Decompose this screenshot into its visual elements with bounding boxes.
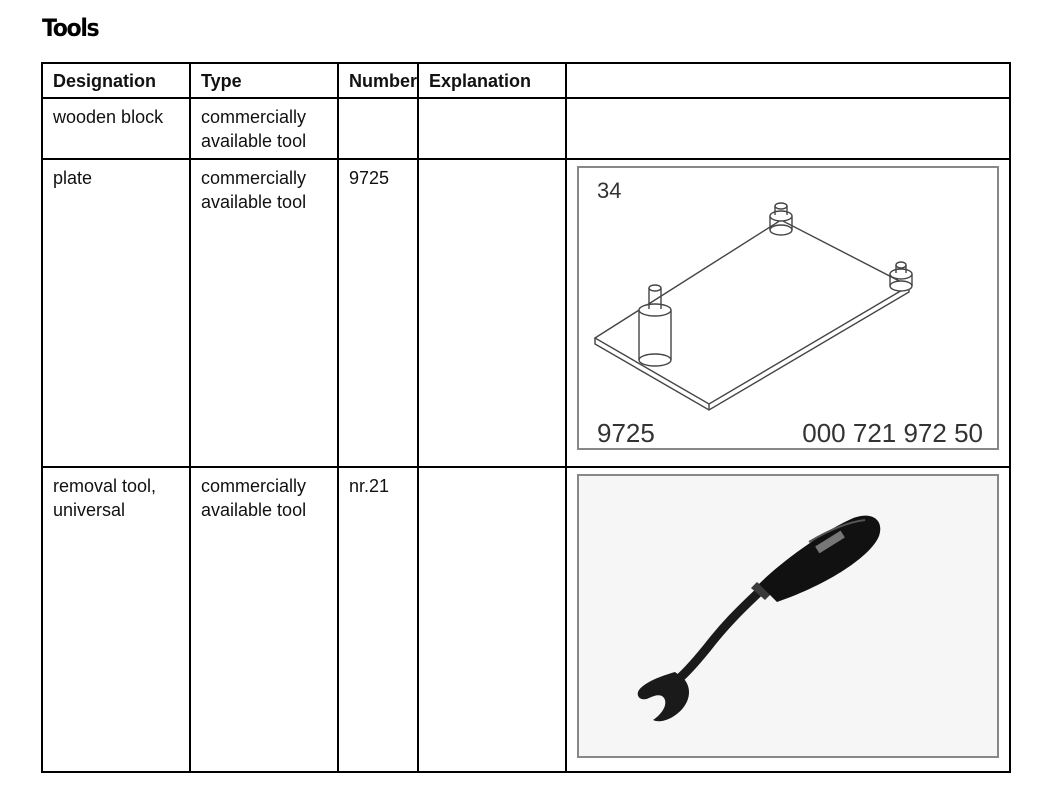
figure-reference: 34 xyxy=(597,178,622,203)
cell-number: 9725 xyxy=(338,159,418,467)
removal-tool-photo xyxy=(577,474,999,758)
cell-explanation xyxy=(418,98,566,159)
cell-explanation xyxy=(418,467,566,772)
plate-drawing-icon xyxy=(579,168,931,448)
header-number: Number xyxy=(338,63,418,98)
table-header-row xyxy=(42,63,1010,98)
cell-image xyxy=(566,467,1010,772)
plate-illustration xyxy=(577,166,999,450)
cell-number: nr.21 xyxy=(338,467,418,772)
cell-number xyxy=(338,98,418,159)
header-designation: Designation xyxy=(42,63,190,98)
header-image xyxy=(566,63,1010,98)
cell-image xyxy=(566,159,1010,467)
figure-tool-number: 9725 xyxy=(597,418,655,448)
page-title: Tools xyxy=(42,14,99,42)
table-row xyxy=(42,159,1010,467)
cell-designation: plate xyxy=(42,159,190,467)
figure-part-number: 000 721 972 50 xyxy=(802,418,983,448)
cell-explanation xyxy=(418,159,566,467)
tools-table xyxy=(41,62,1011,773)
removal-tool-icon xyxy=(579,476,931,756)
header-explanation: Explanation xyxy=(418,63,566,98)
table-row xyxy=(42,467,1010,772)
cell-designation: wooden block xyxy=(42,98,190,159)
table-row xyxy=(42,98,1010,159)
cell-type: commercially available tool xyxy=(190,98,338,159)
cell-image xyxy=(566,98,1010,159)
cell-type: commercially available tool xyxy=(190,159,338,467)
header-type: Type xyxy=(190,63,338,98)
cell-type: commercially available tool xyxy=(190,467,338,772)
cell-designation: removal tool, universal xyxy=(42,467,190,772)
